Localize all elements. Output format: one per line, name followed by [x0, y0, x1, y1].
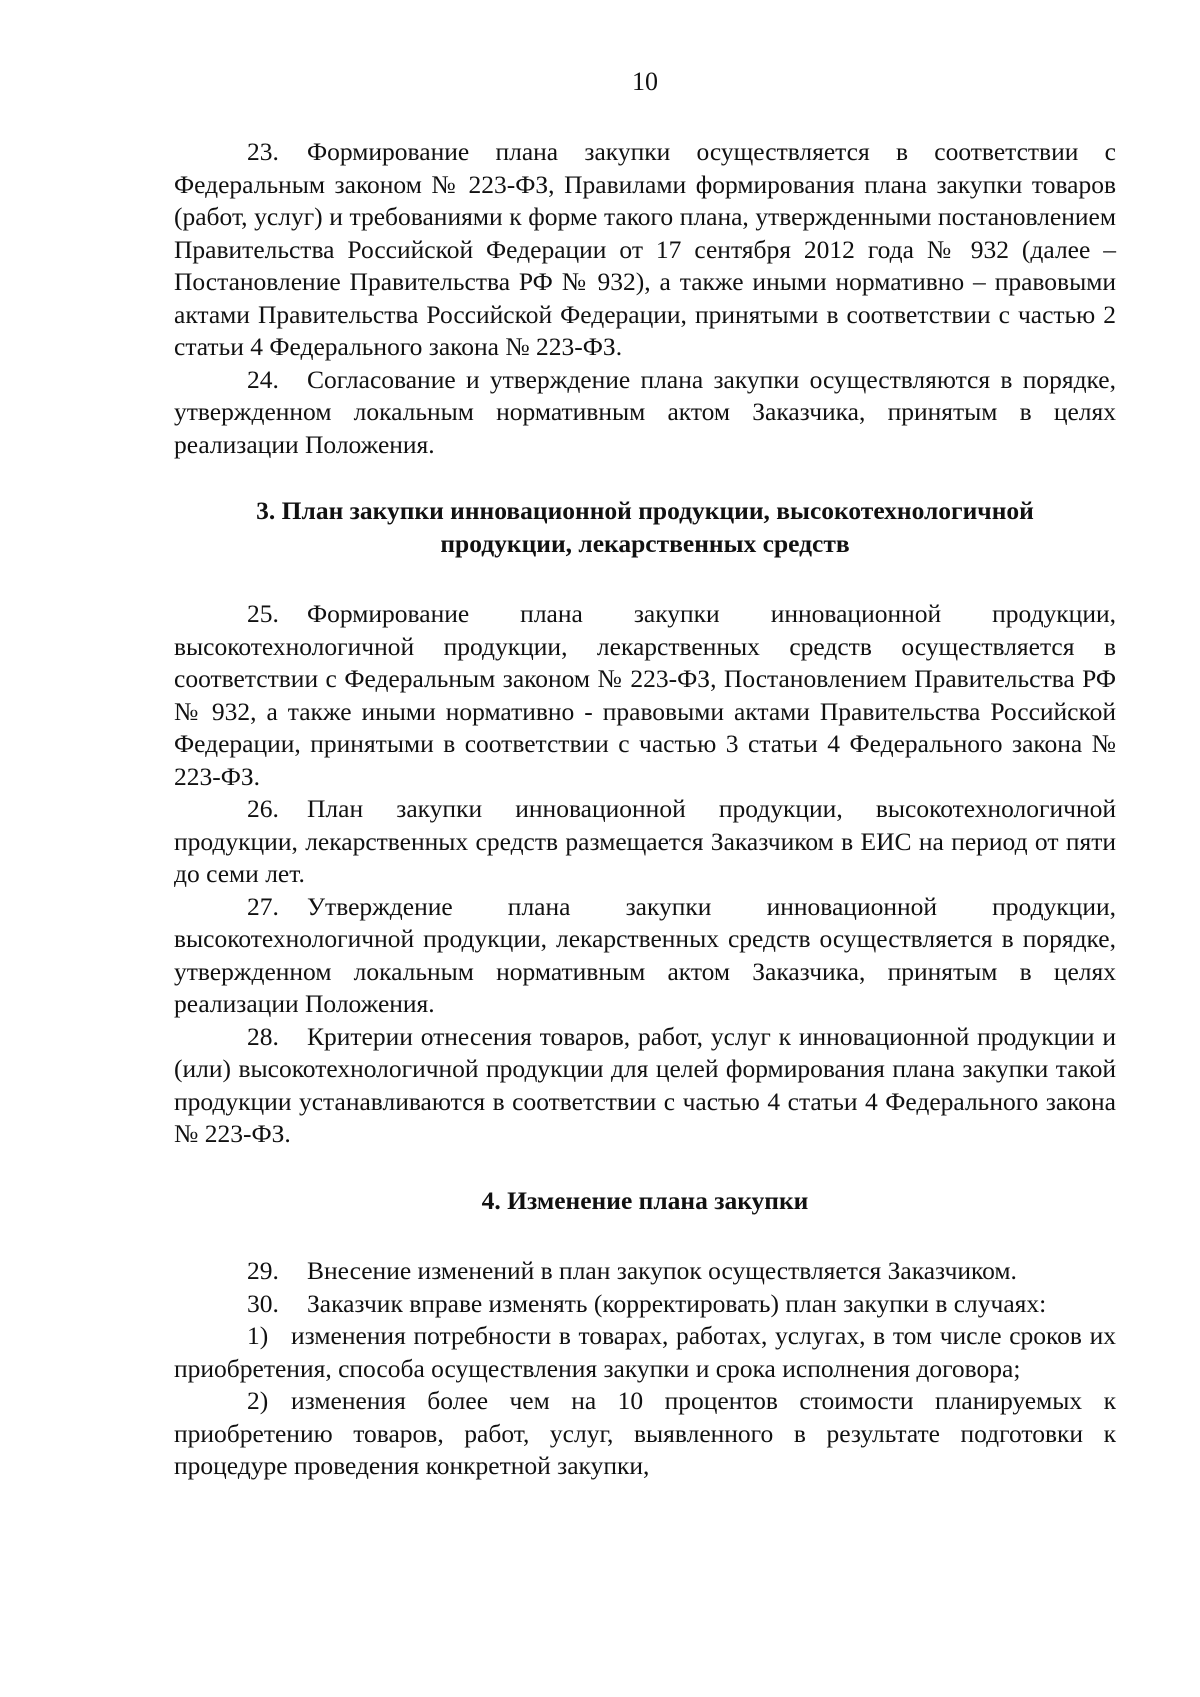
paragraph-text: Утверждение плана закупки инновационной продукции, высокотехнологичной продукции, лекарственных средств осуществляется в порядке, утвержденном локальным нормативным актом Заказчика, принятым в целях реализации Положения.: [174, 891, 1116, 1018]
section-4-heading: 4. Изменение плана закупки: [481, 1185, 809, 1215]
subitem-text: изменения потребности в товарах, работах, услугах, в том числе сроков их приобретения, способа осуществления закупки и срока исполнения договора;: [174, 1321, 1116, 1383]
subitem-1: [174, 1320, 1116, 1385]
paragraph-26: [174, 793, 1116, 891]
paragraph-30: [174, 1288, 1116, 1321]
paragraph-number: 23.: [247, 137, 279, 166]
paragraph-text: Формирование плана закупки осуществляется в соответствии с Федеральным законом № 223-ФЗ, Правилами формирования плана закупки товаров (работ, услуг) и требованиями к форме такого плана, утвержденными постановлением Правительства Российской Федерации от 17 сентября 2012 года № 932 (далее – Постановление Правительства РФ № 932), а также иными нормативно – правовыми актами Правительства Российской Федерации, принятыми в соответствии с частью 2 статьи 4 Федерального закона № 223-ФЗ.: [174, 137, 1116, 361]
paragraph-text: Критерии отнесения товаров, работ, услуг к инновационной продукции и (или) высокотехнологичной продукции для целей формирования плана закупки такой продукции устанавливаются в соответствии с частью 4 статьи 4 Федерального закона № 223-ФЗ.: [174, 1021, 1116, 1148]
subitem-number: 2): [247, 1386, 269, 1415]
subitem-number: 1): [247, 1321, 269, 1350]
paragraph-number: 27.: [247, 891, 279, 921]
paragraph-number: 25.: [247, 599, 279, 628]
section-3-heading-line-1: 3. План закупки инновационной продукции, высокотехнологичной: [256, 496, 1034, 525]
paragraph-29: [174, 1255, 1116, 1288]
paragraph-23: [174, 136, 1116, 364]
paragraph-text: Согласование и утверждение плана закупки осуществляются в порядке, утвержденном локальным нормативным актом Заказчика, принятым в целях реализации Положения.: [174, 364, 1116, 459]
paragraph-number: 26.: [247, 794, 279, 823]
paragraph-text: План закупки инновационной продукции, высокотехнологичной продукции, лекарственных средств размещается Заказчиком в ЕИС на период от пяти до семи лет.: [174, 794, 1116, 888]
paragraph-27: [174, 891, 1116, 1021]
paragraph-28: [174, 1021, 1116, 1151]
subitem-2: [174, 1385, 1116, 1483]
paragraph-number: 29.: [247, 1256, 279, 1285]
paragraph-text: Заказчик вправе изменять (корректировать) план закупки в случаях:: [307, 1288, 1047, 1318]
paragraph-24: [174, 364, 1116, 462]
section-3-heading-line-2: продукции, лекарственных средств: [440, 528, 850, 558]
paragraph-text: Формирование плана закупки инновационной продукции, высокотехнологичной продукции, лекарственных средств осуществляется в соответствии с Федеральным законом № 223-ФЗ, Постановлением Правительства РФ № 932, а также иными нормативно - правовыми актами Правительства Российской Федерации, принятыми в соответствии с частью 3 статьи 4 Федерального закона № 223-ФЗ.: [174, 599, 1116, 791]
subitem-text: изменения более чем на 10 процентов стоимости планируемых к приобретению товаров, работ, услуг, выявленного в результате подготовки к процедуре проведения конкретной закупки,: [174, 1386, 1116, 1480]
paragraph-number: 30.: [247, 1288, 279, 1318]
paragraph-number: 28.: [247, 1021, 279, 1051]
page-number: 10: [632, 67, 658, 96]
paragraph-text: Внесение изменений в план закупок осуществляется Заказчиком.: [307, 1256, 1017, 1285]
paragraph-number: 24.: [247, 364, 279, 394]
section-3-heading: [174, 495, 1116, 560]
paragraph-25: [174, 598, 1116, 793]
